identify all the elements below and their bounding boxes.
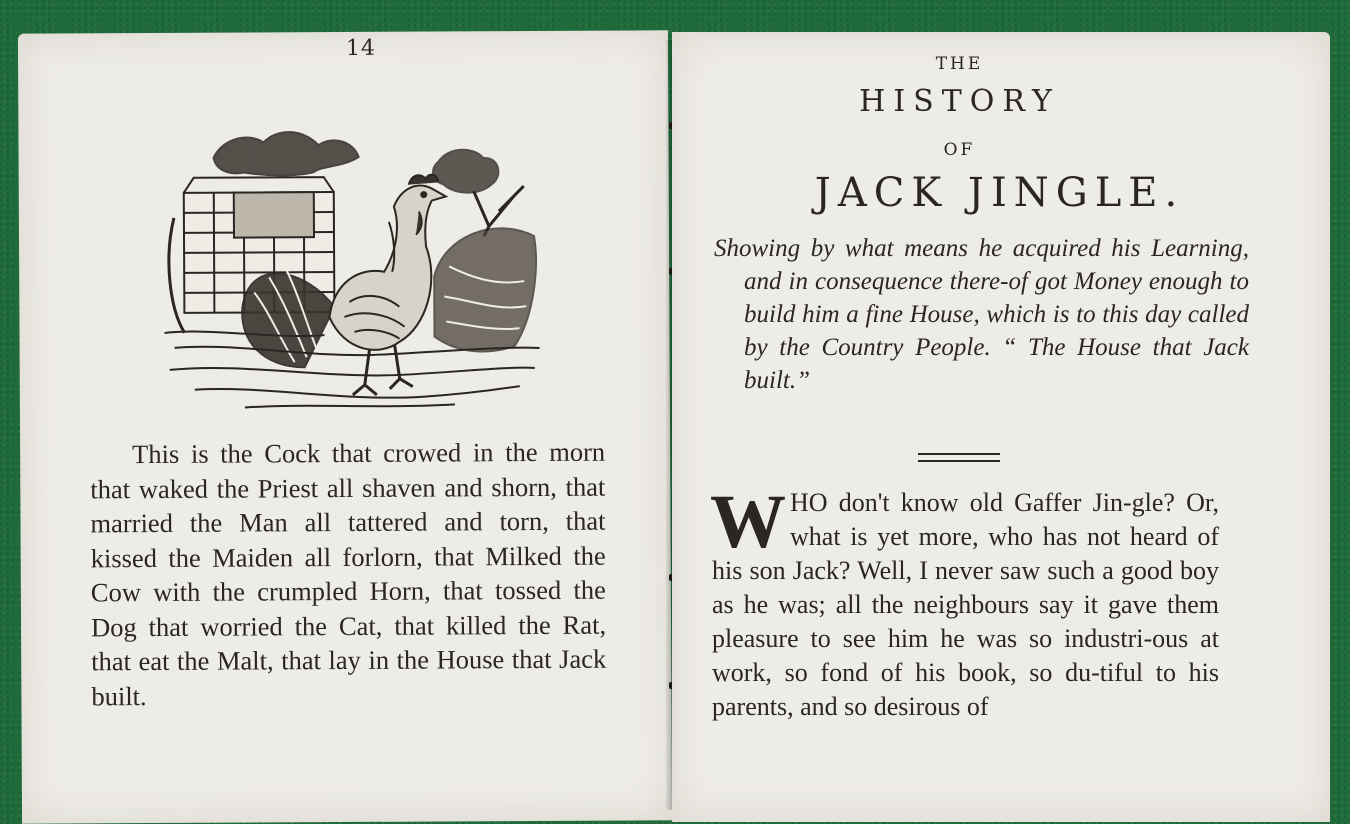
left-page-paragraph (90, 435, 606, 714)
drop-cap: W (710, 480, 784, 564)
divider-rule (918, 453, 1000, 455)
subtitle: Showing by what means he acquired his Learning, and in consequence there-of got Money enough to build him a fine House, which is to this day called by the Country People. “ The House that Jack built.” (714, 235, 1249, 394)
rooster-woodcut-illustration (153, 116, 545, 413)
rhyme-text: This is the Cock that crowed in the morn that waked the Priest all shaven and shorn, that married the Man all tattered and torn, that kissed the Maiden all forlorn, that Milked the Cow with the crumpled Horn, that tossed the Dog that worried the Cat, that killed the Rat, that eat the Malt, that lay in the House that Jack built. (90, 436, 607, 711)
right-page (672, 32, 1330, 822)
body-paragraph (710, 480, 1219, 724)
page-number: 14 (345, 35, 377, 61)
title-the: THE (935, 54, 984, 74)
body-text: HO don't know old Gaffer Jin-gle? Or, what is yet more, who has not heard of his son Jack? Well, I never saw such a good boy as he was; all the neighbours say it gave them pleasure to see him he was so industri-ous at work, so fond of his book, so du-tiful to his parents, and so desirous of (712, 488, 1219, 721)
title-of: OF (943, 140, 976, 160)
divider-rule (918, 460, 1000, 462)
title-history: HISTORY (859, 84, 1060, 119)
left-page (18, 30, 672, 823)
title-jack-jingle: JACK JINGLE. (814, 170, 1185, 216)
